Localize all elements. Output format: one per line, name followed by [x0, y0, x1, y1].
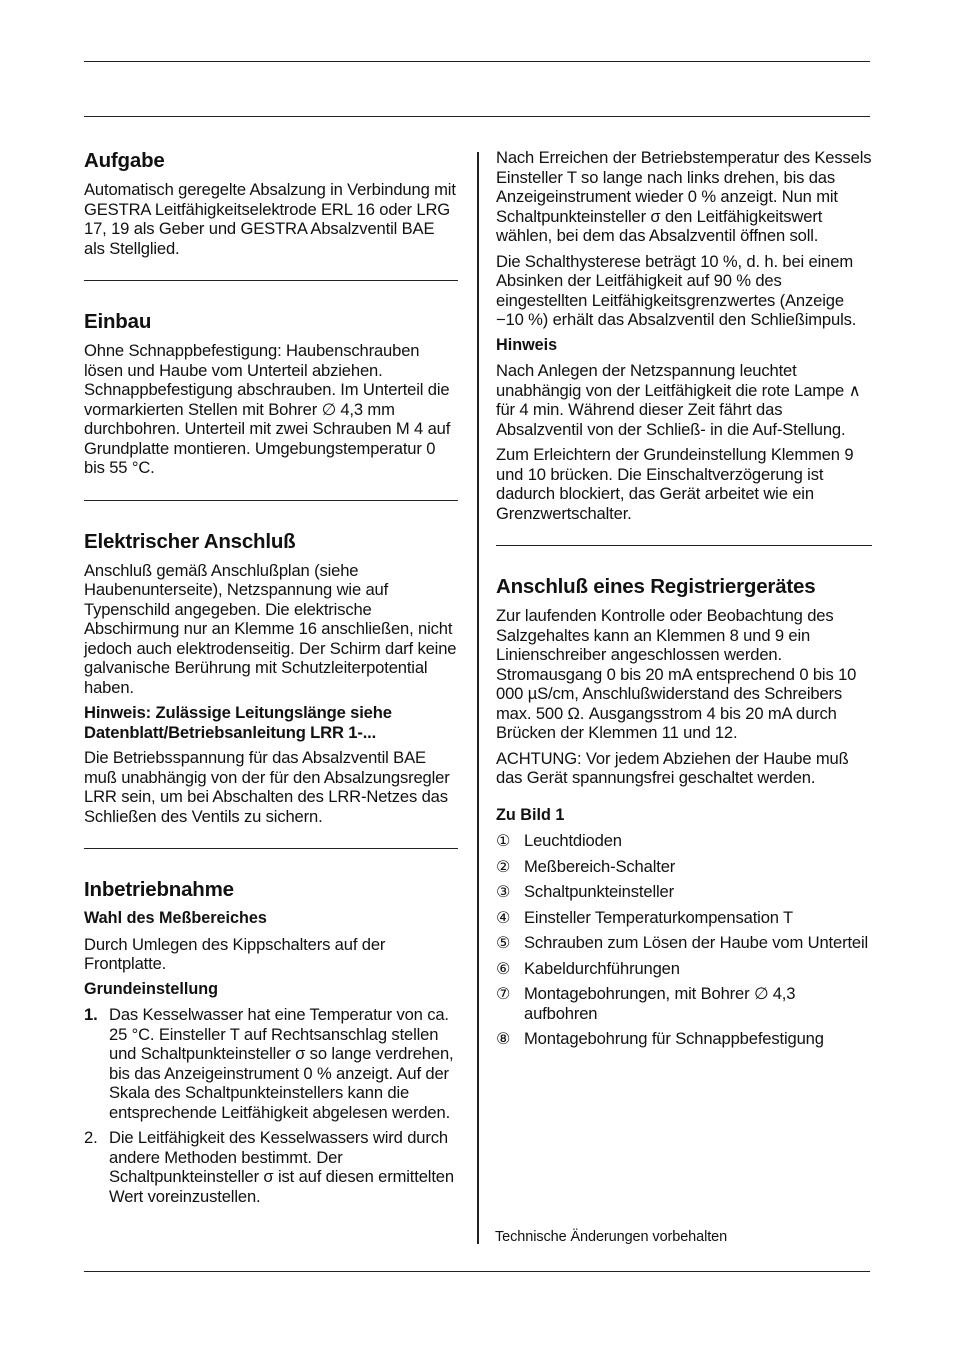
grundeinstellung-hilfe-text: Zum Erleichtern der Grundeinstellung Klemmen 9 und 10 brücken. Die Einschaltverzögerung ist dadurch blockiert, das Gerät arbeitet wie ein Grenzwertschalter. [496, 445, 854, 523]
step-text: Das Kesselwasser hat eine Temperatur von ca. 25 °C. Einsteller T auf Rechtsanschlag stellen und Schaltpunkteinsteller σ so lange verdrehen, bis das Anzeigeinstrument 0 % anzeigt. Auf der Skala des Schaltpunkteinstellers kann die entsprechende Leitfähigkeit abgelesen werden. [109, 1005, 454, 1122]
legend-number: ⑥ [496, 958, 511, 978]
section-inbetriebnahme [84, 877, 458, 1206]
legend-number: ③ [496, 882, 511, 901]
legend-number: ② [496, 856, 511, 876]
registrier-text: Zur laufenden Kontrolle oder Beobachtung des Salzgehaltes kann an Klemmen 8 und 9 ein Linienschreiber angeschlossen werden. Stromausgang 0 bis 20 mA entsprechend 0 bis 10 000 µS/cm, Anschlußwiderstand des Schreibers max. 500 Ω. Ausgangsstrom 4 bis 20 mA durch Brücken der Klemmen 11 und 12. [496, 606, 857, 742]
legend-item [496, 882, 872, 902]
legend-text: Einsteller Temperaturkompensation T [524, 907, 793, 927]
legend-number: ⑧ [496, 1029, 511, 1048]
wahl-text: Durch Umlegen des Kippschalters auf der Frontplatte. [84, 934, 386, 973]
schalthysterese-text: Die Schalthysterese beträgt 10 %, d. h. bei einem Absinken der Leitfähigkeit auf 90 % des eingestellten Leitfähigkeitsgrenzwertes (Anzeige −10 %) erhält das Absalzventil den Schließimpuls. [496, 251, 857, 329]
legend-item [496, 933, 872, 953]
footer-note: Technische Änderungen vorbehalten [495, 1229, 728, 1245]
aufgabe-text: Automatisch geregelte Absalzung in Verbindung mit GESTRA Leitfähigkeitselektrode ERL 16 oder LRG 17, 19 als Geber und GESTRA Absalzventil BAE als Stellglied. [84, 180, 456, 258]
heading-inbetriebnahme: Inbetriebnahme [84, 878, 234, 901]
section-divider [84, 280, 458, 281]
legend-number: ⑦ [496, 984, 511, 1003]
heading-aufgabe: Aufgabe [84, 149, 165, 172]
legend-item [496, 959, 872, 979]
step-number: 1. [84, 1005, 98, 1024]
legend-item [496, 1029, 872, 1049]
subheading-grundeinstellung: Grundeinstellung [84, 979, 218, 998]
subheading-hinweis: Hinweis [496, 335, 558, 354]
section-zu-bild-1 [496, 806, 872, 1049]
legend-text: Meßbereich-Schalter [524, 856, 676, 876]
legend-number: ⑤ [496, 933, 511, 952]
legend-number: ① [496, 831, 511, 850]
bild-legend [496, 831, 872, 1049]
right-column [496, 148, 872, 1055]
legend-text: Schrauben zum Lösen der Haube vom Unterteil [524, 933, 869, 952]
heading-registriergeraet: Anschluß eines Registriergerätes [496, 575, 816, 598]
bottom-rule [84, 1271, 870, 1272]
header-rule [84, 116, 870, 117]
legend-text: Montagebohrungen, mit Bohrer ∅ 4,3 aufbohren [524, 984, 796, 1023]
anschluss-text: Anschluß gemäß Anschlußplan (siehe Haubenunterseite), Netzspannung wie auf Typenschild angegeben. Die elektrische Abschirmung nur an Klemme 16 anschließen, nicht jedoch auch elektrodenseitig. Der Schirm darf keine galvanische Berührung mit Schutzleiterpotential haben. [84, 560, 457, 697]
section-registriergeraet [496, 574, 872, 788]
legend-text: Montagebohrung für Schnappbefestigung [524, 1029, 824, 1048]
subheading-wahl-messbereich: Wahl des Meßbereiches [84, 909, 267, 927]
legend-item [496, 857, 872, 877]
anschluss-betriebsspannung-text: Die Betriebsspannung für das Absalzventil BAE muß unabhängig von der für den Absalzungsregler LRR sein, um bei Abschalten des LRR-Netzes das Schließen des Ventils zu sichern. [84, 748, 450, 826]
achtung-text: ACHTUNG: Vor jedem Abziehen der Haube muß das Gerät spannungsfrei geschaltet werden. [496, 748, 849, 787]
section-einbau [84, 309, 458, 478]
netzspannung-text: Nach Anlegen der Netzspannung leuchtet unabhängig von der Leitfähigkeit die rote Lampe ∧ für 4 min. Während dieser Zeit fährt das Absalzventil von der Schließ- in die Auf-Stellung. [496, 361, 861, 439]
left-column [84, 148, 458, 1212]
anschluss-hinweis: Hinweis: Zulässige Leitungslänge siehe Datenblatt/Betriebsanleitung LRR 1-... [84, 703, 392, 742]
step-number: 2. [84, 1128, 98, 1147]
section-divider [84, 848, 458, 849]
step-item [84, 1128, 458, 1206]
heading-einbau: Einbau [84, 310, 152, 333]
grundeinstellung-steps [84, 1005, 458, 1206]
section-elektrischer-anschluss [84, 529, 458, 827]
betriebstemperatur-text: Nach Erreichen der Betriebstemperatur des Kessels Einsteller T so lange nach links drehen, bis das Anzeigeinstrument wieder 0 % anzeigt. Nun mit Schaltpunkteinsteller σ den Leitfähigkeitswert wählen, bei dem das Absalzventil öffnen soll. [496, 148, 872, 245]
section-divider [496, 545, 872, 546]
legend-item [496, 984, 872, 1023]
step-text: Die Leitfähigkeit des Kesselwassers wird durch andere Methoden bestimmt. Der Schaltpunkteinsteller σ ist auf diesen ermittelten Wert voreinzustellen. [109, 1128, 454, 1206]
legend-text: Leuchtdioden [524, 831, 622, 850]
legend-number: ④ [496, 907, 511, 927]
section-aufgabe [84, 148, 458, 258]
legend-item [496, 908, 872, 928]
heading-elektrischer-anschluss: Elektrischer Anschluß [84, 529, 296, 553]
section-divider [84, 500, 458, 501]
einbau-text: Ohne Schnappbefestigung: Haubenschrauben lösen und Haube vom Unterteil abziehen. Schnappbefestigung abschrauben. Im Unterteil die vormarkierten Stellen mit Bohrer ∅ 4,3 mm durchbohren. Unterteil mit zwei Schrauben M 4 auf Grundplatte montieren. Umgebungstemperatur 0 bis 55 °C. [84, 341, 451, 477]
subheading-zu-bild-1: Zu Bild 1 [496, 805, 565, 824]
legend-text: Schaltpunkteinsteller [524, 882, 674, 901]
top-rule [84, 61, 870, 62]
column-divider [477, 152, 479, 1244]
legend-item [496, 831, 872, 851]
legend-text: Kabeldurchführungen [524, 958, 680, 978]
step-item [84, 1005, 458, 1122]
